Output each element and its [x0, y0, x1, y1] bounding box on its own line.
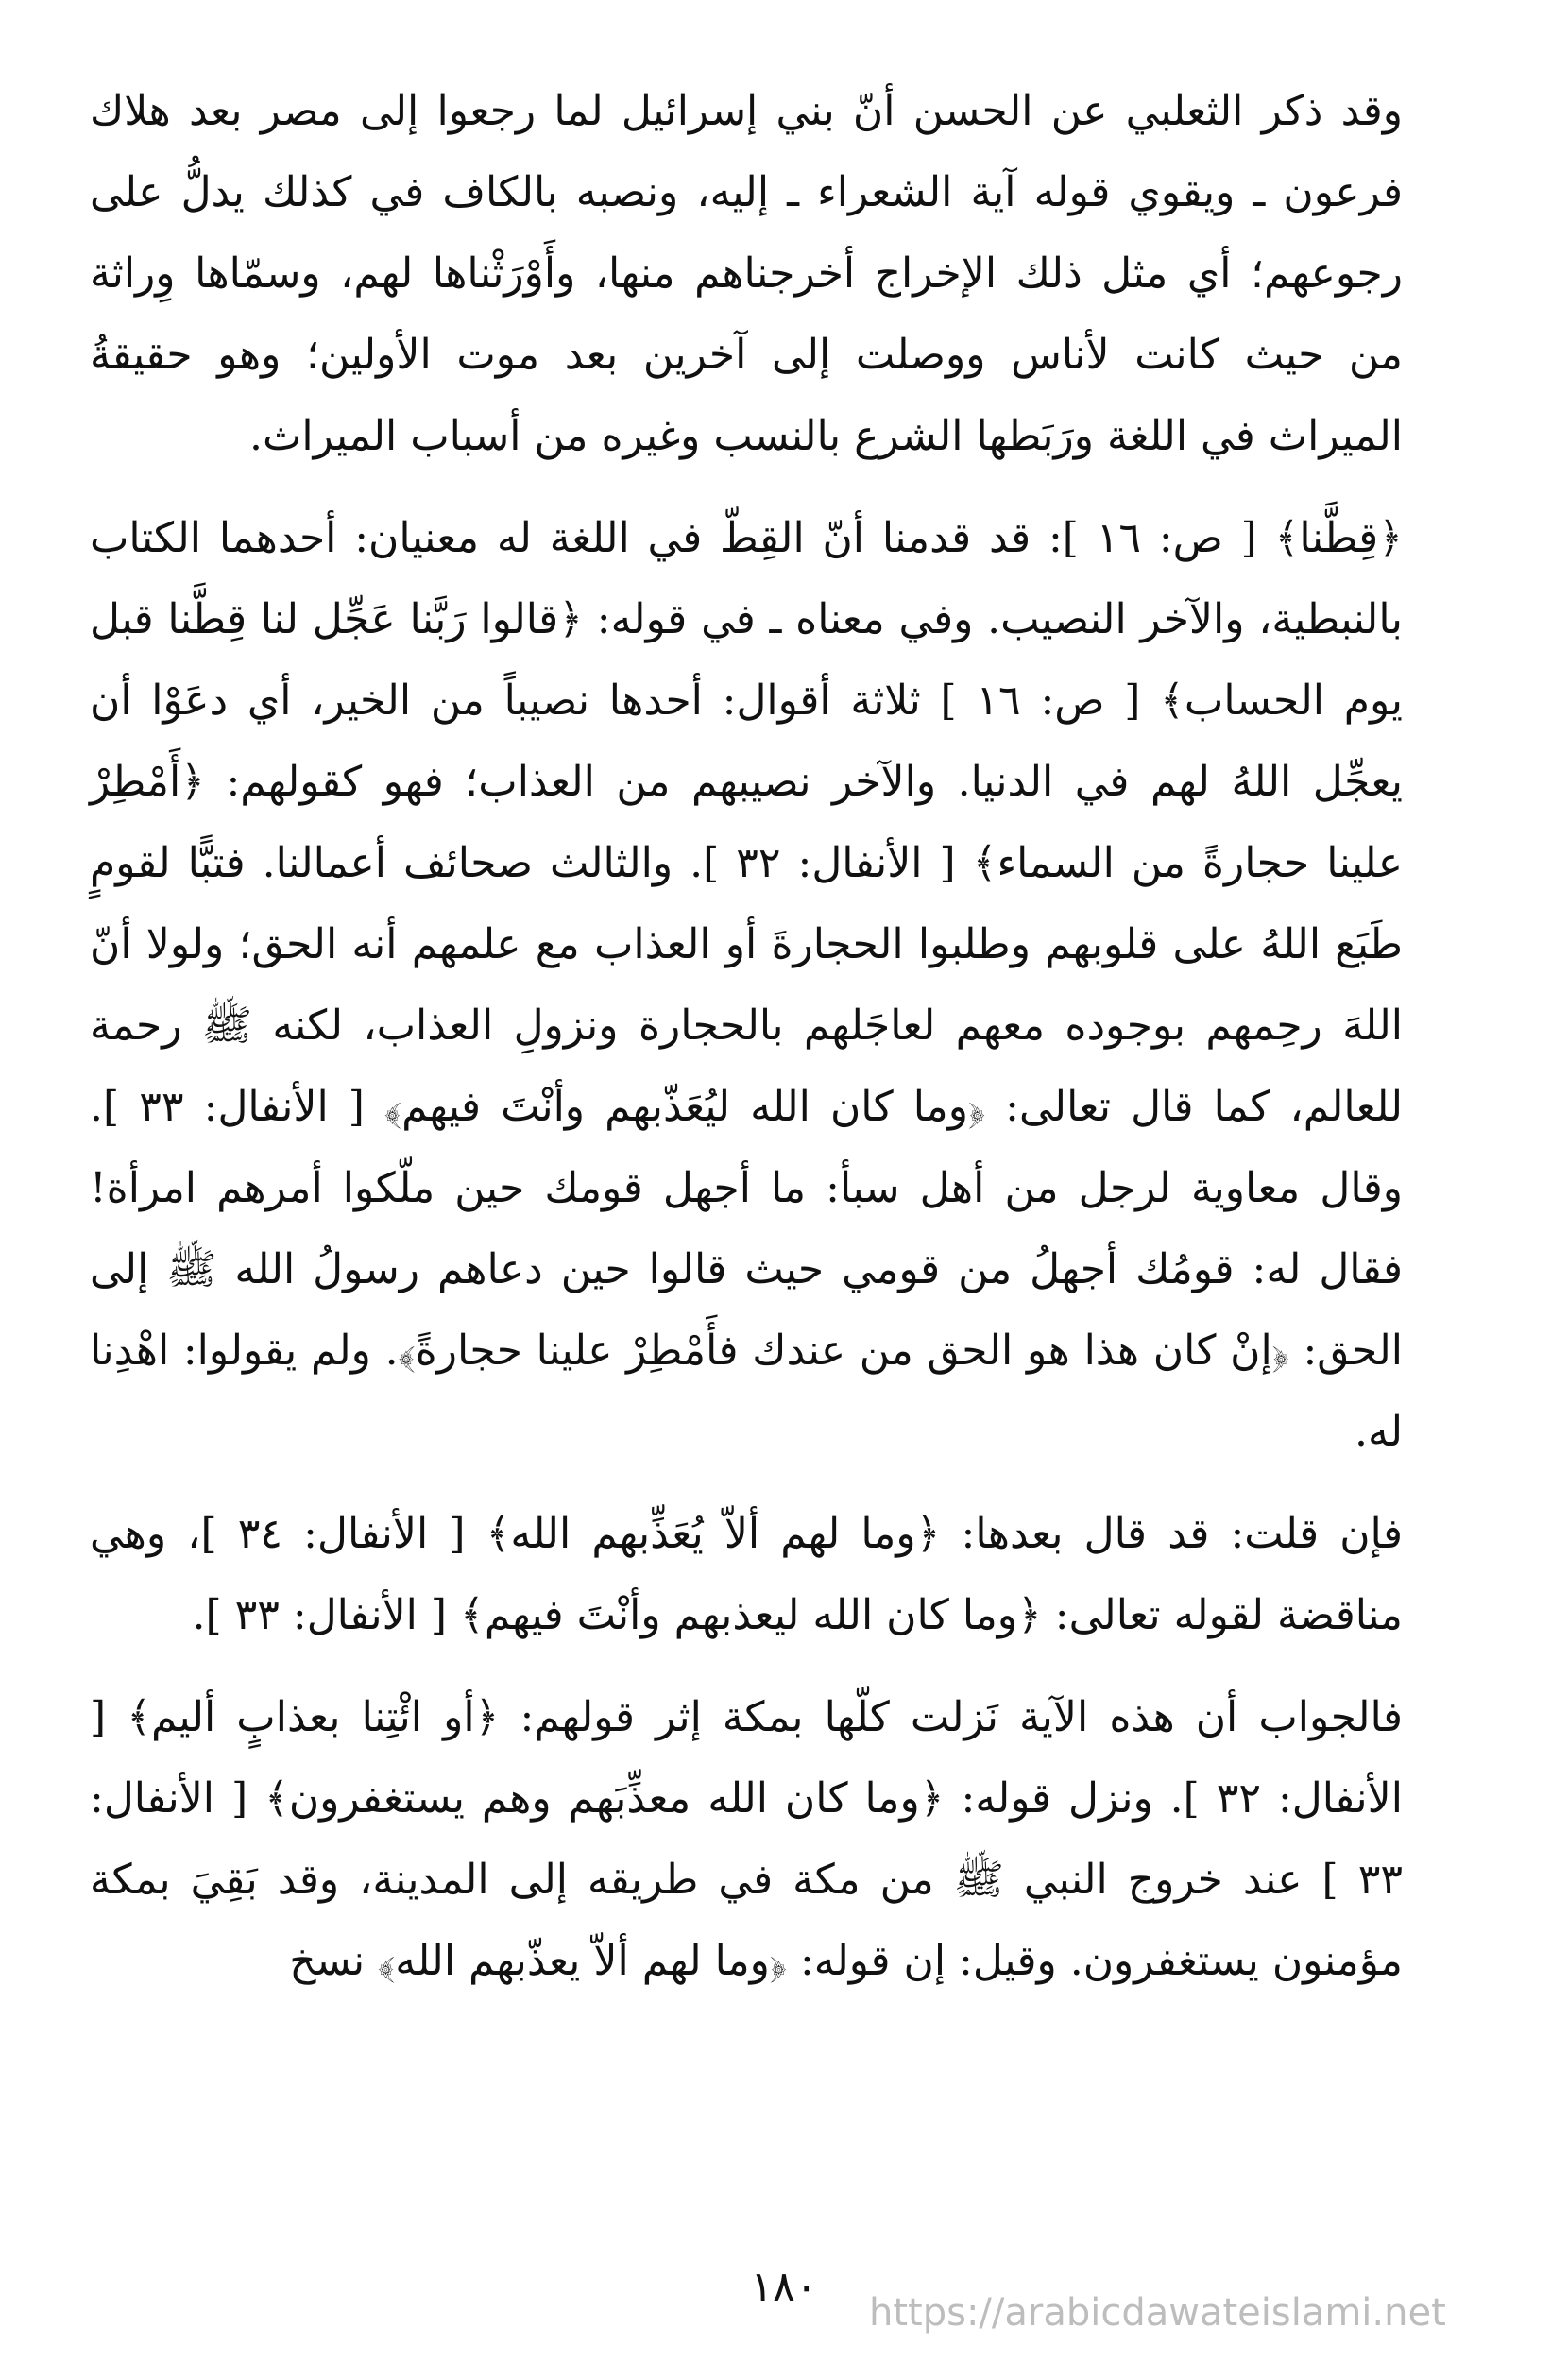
paragraph: وقد ذكر الثعلبي عن الحسن أنّ بني إسرائيل لما رجعوا إلى مصر بعد هلاك فرعون ـ ويقوي قوله آية الشعراء ـ إليه، ونصبه بالكاف في كذلك يدلُّ على رجوعهم؛ أي مثل ذلك الإخراج أخرجناهم منها، وأَوْرَثْناها لهم، وسمّاها وِراثة من حيث كانت لأناس ووصلت إلى آخرين بعد موت الأولين؛ وهو حقيقةُ الميراث في اللغة ورَبَطها الشرع بالنسب وغيره من أسباب الميراث.: [90, 87, 1403, 460]
page-body: [90, 71, 1403, 2002]
paragraph: فإن قلت: قد قال بعدها: ﴿وما لهم ألاّ يُعَذِّبهم الله﴾ [ الأنفال: ٣٤ ]، وهي مناقضة لقوله تعالى: ﴿وما كان الله ليعذبهم وأنْتَ فيهم﴾ [ الأنفال: ٣٣ ].: [90, 1510, 1403, 1639]
paragraph: فالجواب أن هذه الآية نَزلت كلّها بمكة إثر قولهم: ﴿أو ائْتِنا بعذابٍ أليم﴾ [ الأنفال: ٣٢ ]. ونزل قوله: ﴿وما كان الله معذِّبَهم وهم يستغفرون﴾ [ الأنفال: ٣٣ ] عند خروج النبي ﷺ من مكة في طريقه إلى المدينة، وقد بَقِيَ بمكة مؤمنون يستغفرون. وقيل: إن قوله: ﴿وما لهم ألاّ يعذّبهم الله﴾ نسخ: [90, 1693, 1403, 1985]
paragraph: ﴿قِطَّنا﴾ [ ص: ١٦ ]: قد قدمنا أنّ القِطّ في اللغة له معنيان: أحدهما الكتاب بالنبطية، والآخر النصيب. وفي معناه ـ في قوله: ﴿قالوا رَبَّنا عَجِّل لنا قِطَّنا قبل يوم الحساب﴾ [ ص: ١٦ ] ثلاثة أقوال: أحدها نصيباً من الخير، أي دعَوْا أن يعجِّل اللهُ لهم في الدنيا. والآخر نصيبهم من العذاب؛ فهو كقولهم: ﴿أَمْطِرْ علينا حجارةً من السماء﴾ [ الأنفال: ٣٢ ]. والثالث صحائف أعمالنا. فتبًّا لقومٍ طَبَع اللهُ على قلوبهم وطلبوا الحجارةَ أو العذاب مع علمهم أنه الحق؛ ولولا أنّ اللهَ رحِمهم بوجوده معهم لعاجَلهم بالحجارة ونزولِ العذاب، لكنه ﷺ رحمة للعالم، كما قال تعالى: ﴿وما كان الله ليُعَذّبهم وأنْتَ فيهم﴾ [ الأنفال: ٣٣ ]. وقال معاوية لرجل من أهل سبأ: ما أجهل قومك حين ملّكوا أمرهم امرأة! فقال له: قومُك أجهلُ من قومي حيث قالوا حين دعاهم رسولُ الله ﷺ إلى الحق: ﴿إنْ كان هذا هو الحق من عندك فأَمْطِرْ علينا حجارةً﴾. ولم يقولوا: اهْدِنا له.: [90, 514, 1404, 1456]
watermark-url: https://arabicdawateislami.net: [869, 2291, 1446, 2335]
page-number: ١٨٠: [750, 2263, 818, 2311]
